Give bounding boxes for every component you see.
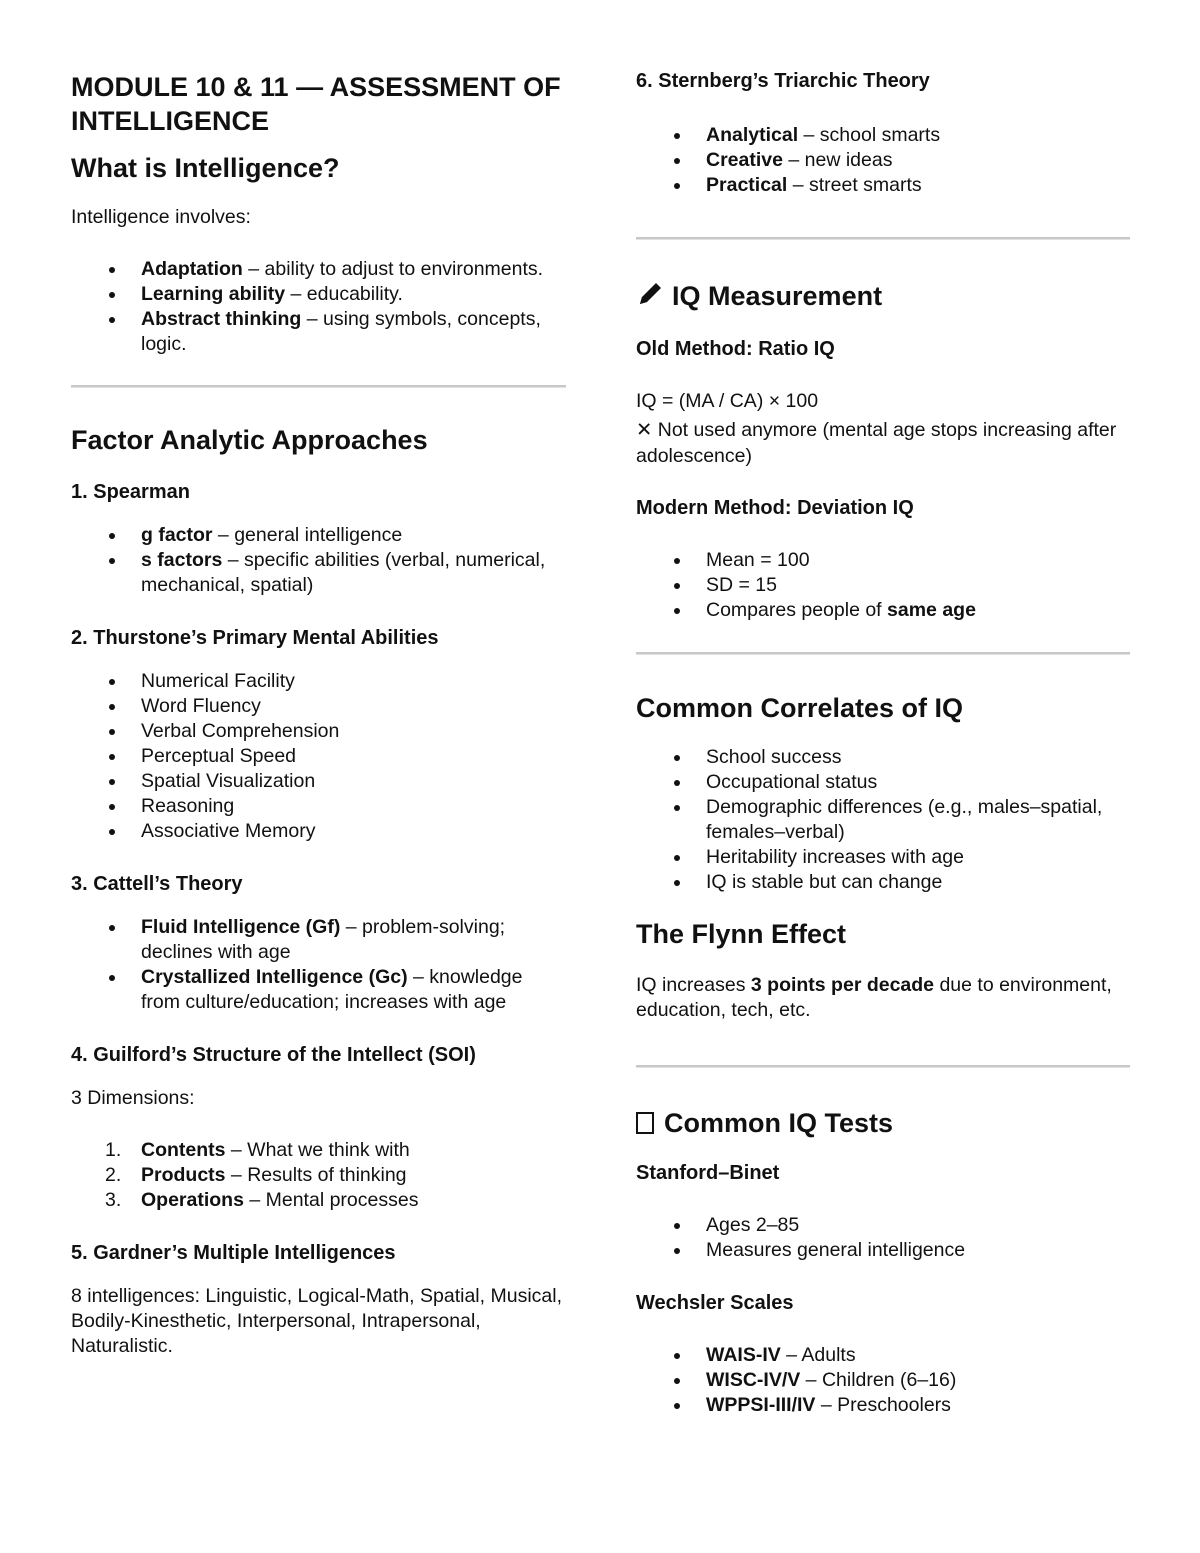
divider [636, 1065, 1130, 1068]
list-item: Word Fluency [71, 694, 566, 719]
intelligence-involves-text: Intelligence involves: [71, 206, 251, 228]
list-item: Creative – new ideas [636, 148, 1130, 173]
list-item: Mean = 100 [636, 548, 1130, 573]
list-item: SD = 15 [636, 573, 1130, 598]
list-item: Crystallized Intelligence (Gc) – knowledge from culture/education; increases with age [71, 965, 566, 1015]
thurstone-list [71, 669, 566, 844]
wechsler-list [636, 1343, 1130, 1418]
list-item: Demographic differences (e.g., males–spatial, females–verbal) [636, 795, 1130, 845]
spearman-heading: 1. Spearman [71, 481, 190, 503]
guilford-heading: 4. Guilford’s Structure of the Intellect (SOI) [71, 1044, 476, 1066]
list-item: Adaptation – ability to adjust to environments. [71, 257, 566, 282]
list-item: s factors – specific abilities (verbal, numerical, mechanical, spatial) [71, 548, 566, 598]
box-icon [636, 1112, 654, 1134]
list-item: WISC-IV/V – Children (6–16) [636, 1368, 1130, 1393]
list-item: Perceptual Speed [71, 744, 566, 769]
cattell-heading: 3. Cattell’s Theory [71, 873, 243, 895]
list-item: WAIS-IV – Adults [636, 1343, 1130, 1368]
list-item: Associative Memory [71, 819, 566, 844]
list-item: School success [636, 745, 1130, 770]
pencil-icon [636, 278, 666, 316]
right-column [636, 68, 1130, 1445]
common-iq-tests-heading: Common IQ Tests [636, 1106, 1130, 1140]
involves-list [71, 257, 566, 357]
thurstone-heading: 2. Thurstone’s Primary Mental Abilities [71, 627, 439, 649]
divider [636, 237, 1130, 240]
factor-analytic-heading: Factor Analytic Approaches [71, 425, 428, 455]
flynn-heading: The Flynn Effect [636, 919, 847, 949]
gardner-text: 8 intelligences: Linguistic, Logical-Math, Spatial, Musical, Bodily-Kinesthetic, Interpersonal, Intrapersonal, Naturalistic. [71, 1285, 562, 1357]
guilford-list [71, 1138, 566, 1213]
list-item: Fluid Intelligence (Gf) – problem-solving; declines with age [71, 915, 566, 965]
ratio-iq-formula: IQ = (MA / CA) × 100 [636, 390, 819, 412]
guilford-intro: 3 Dimensions: [71, 1087, 195, 1109]
stanford-binet-list [636, 1213, 1130, 1263]
list-item: 3. Operations – Mental processes [105, 1189, 419, 1211]
list-item: Heritability increases with age [636, 845, 1130, 870]
list-item: IQ is stable but can change [636, 870, 1130, 895]
list-item: Numerical Facility [71, 669, 566, 694]
iq-measurement-heading: IQ Measurement [636, 278, 1130, 316]
sternberg-heading: 6. Sternberg’s Triarchic Theory [636, 70, 930, 92]
sternberg-list [636, 123, 1130, 198]
document-title: MODULE 10 & 11 — ASSESSMENT OF INTELLIGENCE [71, 72, 561, 136]
divider [71, 385, 566, 388]
stanford-binet-heading: Stanford–Binet [636, 1162, 780, 1184]
list-item: Spatial Visualization [71, 769, 566, 794]
divider [636, 652, 1130, 655]
list-item: g factor – general intelligence [71, 523, 566, 548]
modern-method-heading: Modern Method: Deviation IQ [636, 497, 914, 519]
left-column [71, 70, 566, 1381]
cattell-list [71, 915, 566, 1015]
list-item: Analytical – school smarts [636, 123, 1130, 148]
list-item: Compares people of same age [636, 598, 1130, 623]
wechsler-heading: Wechsler Scales [636, 1292, 794, 1314]
spearman-list [71, 523, 566, 598]
flynn-text: IQ increases 3 points per decade due to environment, education, tech, etc. [636, 974, 1112, 1021]
deviation-iq-list [636, 548, 1130, 623]
list-item: 2. Products – Results of thinking [105, 1164, 407, 1186]
gardner-heading: 5. Gardner’s Multiple Intelligences [71, 1242, 396, 1264]
list-item: Practical – street smarts [636, 173, 1130, 198]
list-item: Abstract thinking – using symbols, concepts, logic. [71, 307, 566, 357]
list-item: 1. Contents – What we think with [105, 1139, 410, 1161]
list-item: Ages 2–85 [636, 1213, 1130, 1238]
list-item: Verbal Comprehension [71, 719, 566, 744]
not-used-note: ✕ Not used anymore (mental age stops increasing after adolescence) [636, 419, 1117, 467]
list-item: Learning ability – educability. [71, 282, 566, 307]
list-item: Reasoning [71, 794, 566, 819]
correlates-heading: Common Correlates of IQ [636, 693, 964, 723]
list-item: Measures general intelligence [636, 1238, 1130, 1263]
list-item: Occupational status [636, 770, 1130, 795]
correlates-list [636, 745, 1130, 895]
what-is-intelligence-heading: What is Intelligence? [71, 153, 340, 183]
list-item: WPPSI-III/IV – Preschoolers [636, 1393, 1130, 1418]
old-method-heading: Old Method: Ratio IQ [636, 338, 835, 360]
